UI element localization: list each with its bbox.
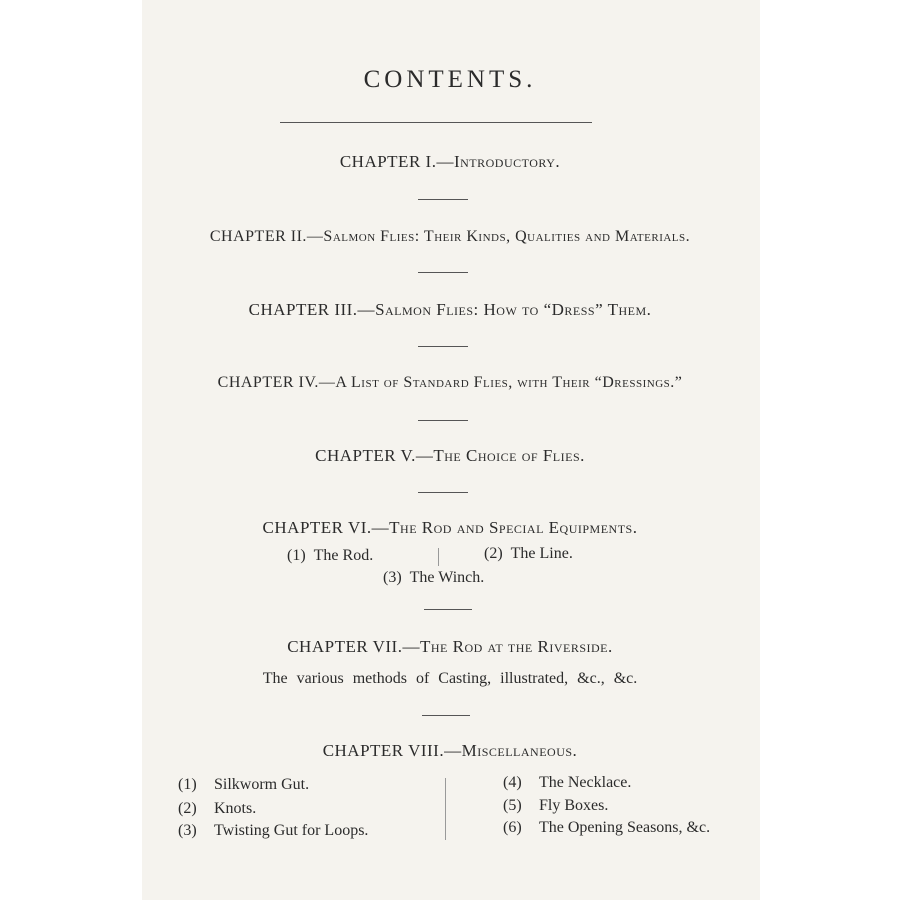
chapter-4-title: A List of Standard Flies, with Their “Dressings.”	[335, 374, 683, 391]
chapter-4-head: CHAPTER IV.—	[217, 374, 336, 391]
item-text: The Winch.	[409, 569, 485, 586]
chapter-8-item	[503, 774, 631, 792]
divider-rule	[418, 346, 468, 347]
chapter-6-item	[383, 569, 484, 587]
item-text: Twisting Gut for Loops.	[214, 822, 369, 839]
chapter-8-item	[178, 776, 309, 794]
chapter-8-item	[178, 822, 368, 840]
item-number: (1)	[178, 776, 197, 793]
chapter-5-title: The Choice of Flies.	[433, 446, 585, 465]
chapter-7-entry	[0, 637, 900, 657]
item-text: The Necklace.	[539, 774, 632, 791]
item-text: Fly Boxes.	[539, 797, 609, 814]
chapter-6-head: CHAPTER VI.—	[262, 518, 390, 537]
chapter-6-item	[287, 547, 373, 565]
item-text: Knots.	[214, 800, 257, 817]
item-number: (3)	[383, 569, 402, 586]
item-number: (3)	[178, 822, 197, 839]
divider-rule	[418, 420, 468, 421]
item-number: (5)	[503, 797, 522, 814]
chapter-2-title: Salmon Flies: Their Kinds, Qualities and Materials.	[323, 228, 691, 245]
divider-rule	[418, 492, 468, 493]
title-rule	[280, 122, 592, 123]
item-number: (1)	[287, 547, 306, 564]
chapter-7-subtitle: The various methods of Casting, illustrated, &c., &c.	[262, 670, 638, 687]
chapter-2-head: CHAPTER II.—	[209, 228, 324, 245]
item-number: (4)	[503, 774, 522, 791]
divider-rule	[418, 199, 468, 200]
chapter-6-title: The Rod and Special Equipments.	[389, 518, 638, 537]
chapter-5-head: CHAPTER V.—	[315, 446, 434, 465]
chapter-1-head: CHAPTER I.—	[339, 152, 454, 171]
chapter-4-entry	[0, 374, 900, 392]
chapter-1-title: Introductory.	[453, 152, 561, 171]
item-text: Silkworm Gut.	[214, 776, 310, 793]
chapter-8-head: CHAPTER VIII.—	[322, 741, 462, 760]
chapter-3-head: CHAPTER III.—	[248, 300, 376, 319]
chapter-8-title: Miscellaneous.	[461, 741, 578, 760]
item-text: The Rod.	[313, 547, 374, 564]
page-title: CONTENTS.	[363, 66, 537, 93]
chapter-8-item	[503, 819, 710, 837]
chapter-2-entry	[0, 228, 900, 246]
chapter-5-entry	[0, 446, 900, 466]
divider-rule	[424, 609, 472, 610]
item-number: (2)	[178, 800, 197, 817]
column-separator	[438, 548, 439, 566]
chapter-7-title: The Rod at the Riverside.	[419, 637, 613, 656]
item-text: The Opening Seasons, &c.	[539, 819, 711, 836]
chapter-8-item	[178, 800, 256, 818]
chapter-1-entry	[0, 152, 900, 172]
chapter-3-entry	[0, 300, 900, 320]
divider-rule	[422, 715, 470, 716]
item-number: (2)	[484, 545, 503, 562]
chapter-8-entry	[0, 741, 900, 761]
chapter-7-head: CHAPTER VII.—	[287, 637, 420, 656]
chapter-6-item	[484, 545, 573, 563]
item-text: The Line.	[510, 545, 573, 562]
column-separator	[445, 778, 446, 840]
chapter-8-item	[503, 797, 608, 815]
item-number: (6)	[503, 819, 522, 836]
chapter-6-entry	[0, 518, 900, 538]
divider-rule	[418, 272, 468, 273]
chapter-3-title: Salmon Flies: How to “Dress” Them.	[375, 300, 652, 319]
